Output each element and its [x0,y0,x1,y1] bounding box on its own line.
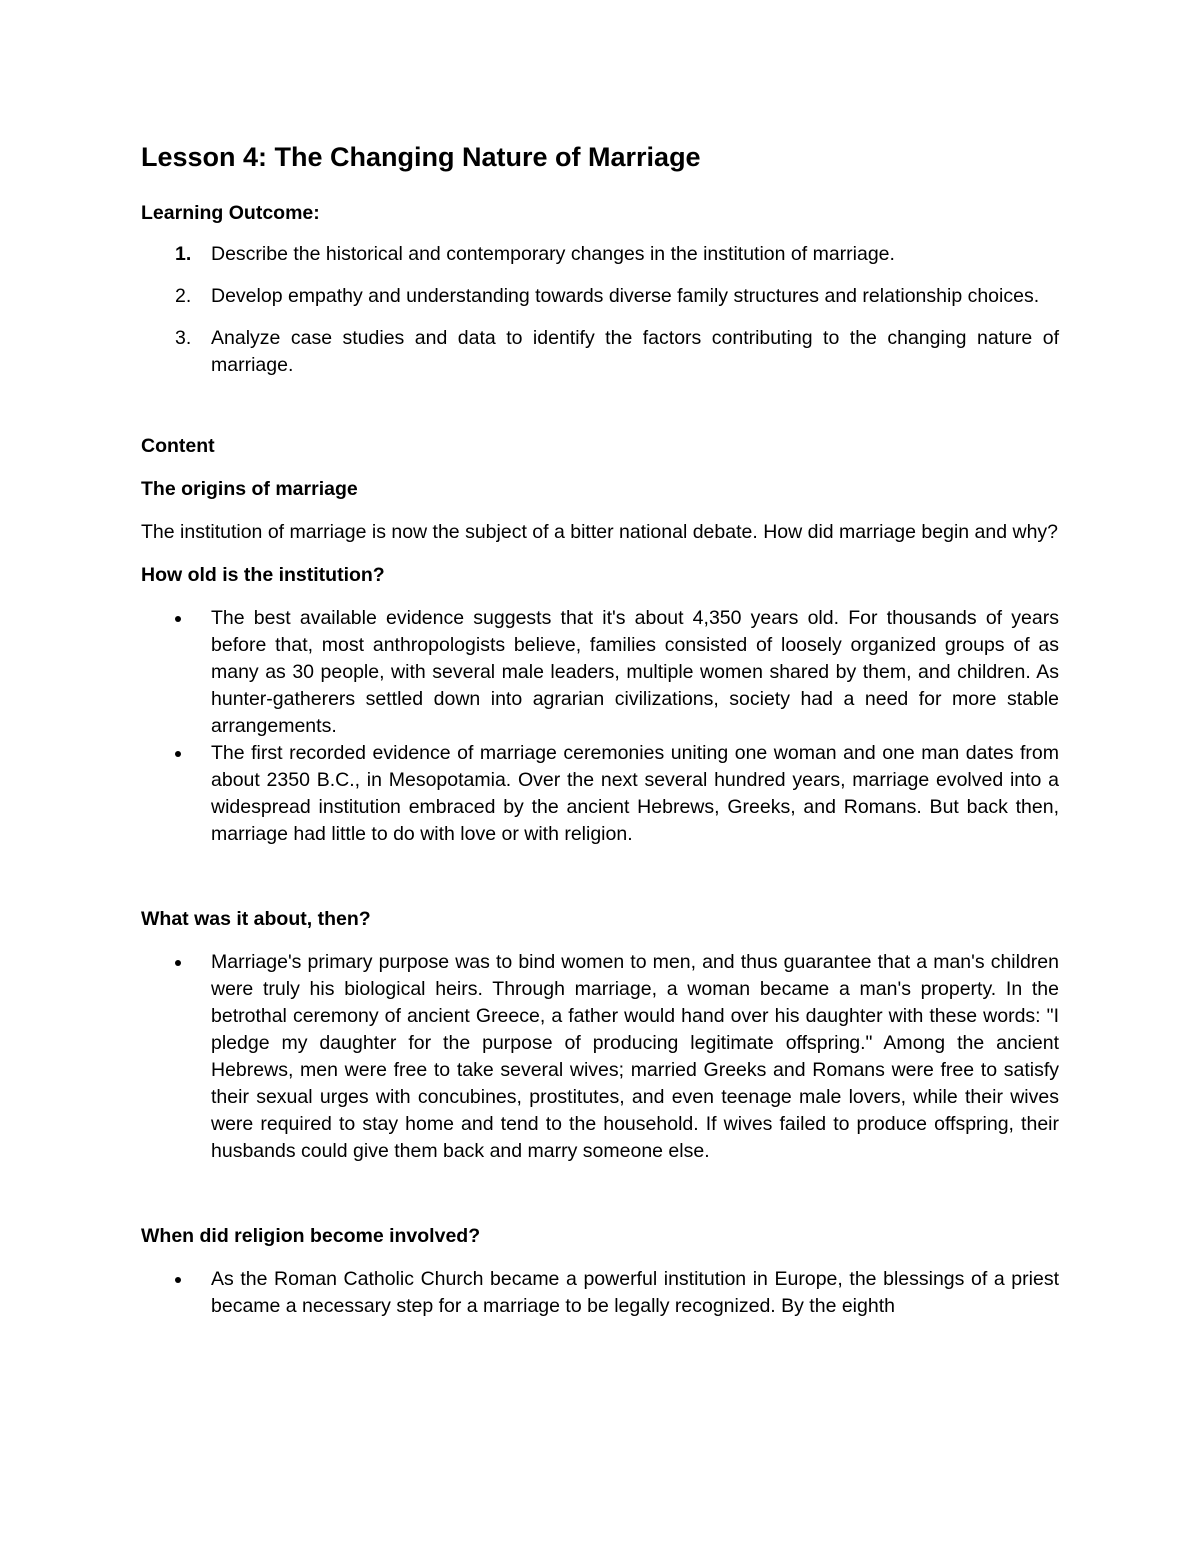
bullet-text: The first recorded evidence of marriage ceremonies uniting one woman and one man dates from about 2350 B.C., in Mesopotamia. Over the next several hundred years, marriage evolved into a widespread institution embraced by the ancient Hebrews, Greeks, and Romans. But back then, marriage had little to do with love or with religion. [211,742,1059,845]
list-item-text: Develop empathy and understanding towards diverse family structures and relationship choices. [211,285,1040,307]
learning-outcome-heading: Learning Outcome: [141,202,320,224]
bullet-item [141,1266,1059,1320]
bullet-item [141,949,1059,1165]
list-item-text: Describe the historical and contemporary changes in the institution of marriage. [211,243,895,265]
content-heading: Content [141,435,215,457]
bullet-text: As the Roman Catholic Church became a powerful institution in Europe, the blessings of a priest became a necessary step for a marriage to be legally recognized. By the eighth [211,1268,1059,1317]
list-number: 2. [175,285,192,307]
list-item [141,283,1059,310]
lesson-title: Lesson 4: The Changing Nature of Marriage [141,142,701,172]
how-old-heading: How old is the institution? [141,564,385,586]
document-page [141,140,1059,1320]
bullet-text: The best available evidence suggests that it's about 4,350 years old. For thousands of years before that, most anthropologists believe, families consisted of loosely organized groups of as many as 30 people, with several male leaders, multiple women shared by them, and children. As hunter-gatherers settled down into agrarian civilizations, society had a need for more stable arrangements. [211,607,1059,737]
list-item-text: Analyze case studies and data to identify the factors contributing to the changing nature of marriage. [211,327,1059,376]
bullet-item [141,740,1059,848]
bullet-icon [175,1277,181,1283]
bullet-text: Marriage's primary purpose was to bind women to men, and thus guarantee that a man's children were truly his biological heirs. Through marriage, a woman became a man's property. In the betrothal ceremony of ancient Greece, a father would hand over his daughter with these words: "I pledge my daughter for the purpose of producing legitimate offspring." Among the ancient Hebrews, men were free to take several wives; married Greeks and Romans were free to satisfy their sexual urges with concubines, prostitutes, and even teenage male lovers, while their wives were required to stay home and tend to the household. If wives failed to produce offspring, their husbands could give them back and marry someone else. [211,951,1059,1162]
origins-paragraph: The institution of marriage is now the subject of a bitter national debate. How did marriage begin and why? [141,521,1059,543]
bullet-item [141,605,1059,740]
bullet-icon [175,616,181,622]
religion-bullets [141,1266,1059,1320]
list-number: 3. [175,327,192,349]
learning-outcome-list [141,241,1059,379]
bullet-icon [175,960,181,966]
what-about-bullets [141,949,1059,1165]
bullet-icon [175,751,181,757]
what-about-heading: What was it about, then? [141,908,371,930]
list-number: 1. [175,243,192,265]
list-item [141,241,1059,268]
origins-heading: The origins of marriage [141,478,358,500]
religion-heading: When did religion become involved? [141,1225,481,1247]
list-item [141,325,1059,379]
how-old-bullets [141,605,1059,848]
